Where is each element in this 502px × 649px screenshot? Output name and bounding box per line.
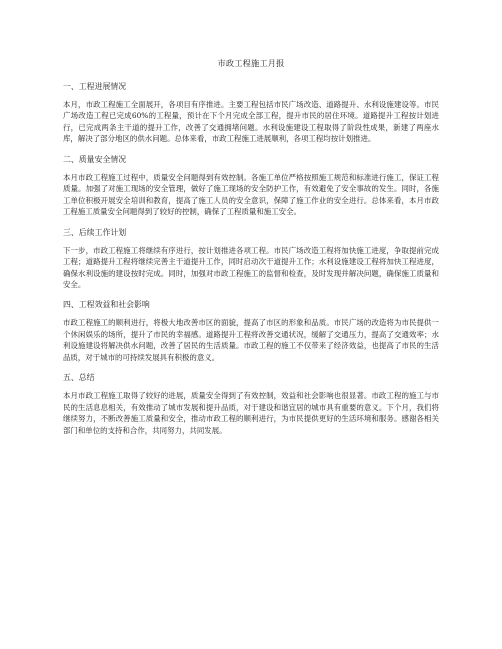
section-quality-safety	[63, 154, 439, 218]
section-heading: 五、总结	[63, 373, 95, 383]
section-heading: 三、后续工作计划	[63, 227, 127, 237]
document-title: 市政工程施工月报	[217, 58, 285, 68]
document-body	[63, 57, 439, 445]
section-progress	[63, 81, 439, 145]
section-heading: 一、工程进展情况	[63, 82, 127, 91]
section-summary	[63, 372, 439, 436]
section-next-plan	[63, 227, 439, 291]
section-heading: 二、质量安全情况	[63, 154, 127, 164]
section-paragraph: 本月市政工程施工过程中，质量安全问题得到有效控制。各施工单位严格按照施工规范和标准进行施工，保证工程质量。加强了对施工现场的安全管理，做好了施工现场的安全防护工作，有效避免了安全事故的发生。同时，各施工单位积极开展安全培训和教育，提高了施工人员的安全意识，保障了施工作业的安全进行。总体来看，本月市政工程施工质量安全问题得到了较好的控制，确保了工程质量和施工安全。	[63, 172, 439, 217]
section-paragraph: 本月市政工程施工取得了较好的进展，质量安全得到了有效控制，效益和社会影响也很显著。市政工程的施工与市民的生活息息相关，有效推动了城市发展和提升品质，对于建设和谐宜居的城市具有重要的意义。下个月，我们将继续努力，不断改善施工质量和安全，推动市政工程的顺利进行，为市民提供更好的生活环境和服务。感谢各相关部门和单位的支持和合作，共同努力，共同发展。	[63, 391, 439, 435]
section-heading: 四、工程效益和社会影响	[63, 300, 150, 310]
section-paragraph: 下一步，市政工程施工将继续有序进行，按计划推进各项工程。市民广场改造工程将加快施工进度，争取提前完成工程；道路提升工程将继续完善主干道提升工作，同时启动次干道提升工作；水利设施建设工程将加快工程进度，确保水利设施的建设按时完成。同时，加强对市政工程施工的监督和检查，及时发现并解决问题，确保施工质量和安全。	[63, 245, 439, 289]
section-paragraph: 本月，市政工程施工全面展开，各项目有序推进。主要工程包括市民广场改造、道路提升、水利设施建设等。市民广场改造工程已完成60%的工程量，预计在下个月完成全部工程，提升市民的居住环境。道路提升工程按计划进行，已完成两条主干道的提升工作，改善了交通拥堵问题。水利设施建设工程取得了阶段性成果，新建了两座水库，解决了部分地区的供水问题。总体来看，市政工程施工进展顺利，各项工程均按计划推进。	[63, 100, 439, 144]
section-paragraph: 市政工程施工的顺利进行，将极大地改善市区的面貌，提高了市区的形象和品质。市民广场的改造将为市民提供一个休闲娱乐的场所，提升了市民的幸福感。道路提升工程将改善交通状况，缓解了交通压力，提高了交通效率；水利设施建设将解决供水问题，改善了居民的生活质量。市政工程的施工不仅带来了经济效益，也提高了市民的生活品质，对于城市的可持续发展具有积极的意义。	[63, 318, 439, 362]
section-benefits-impact	[63, 299, 439, 363]
